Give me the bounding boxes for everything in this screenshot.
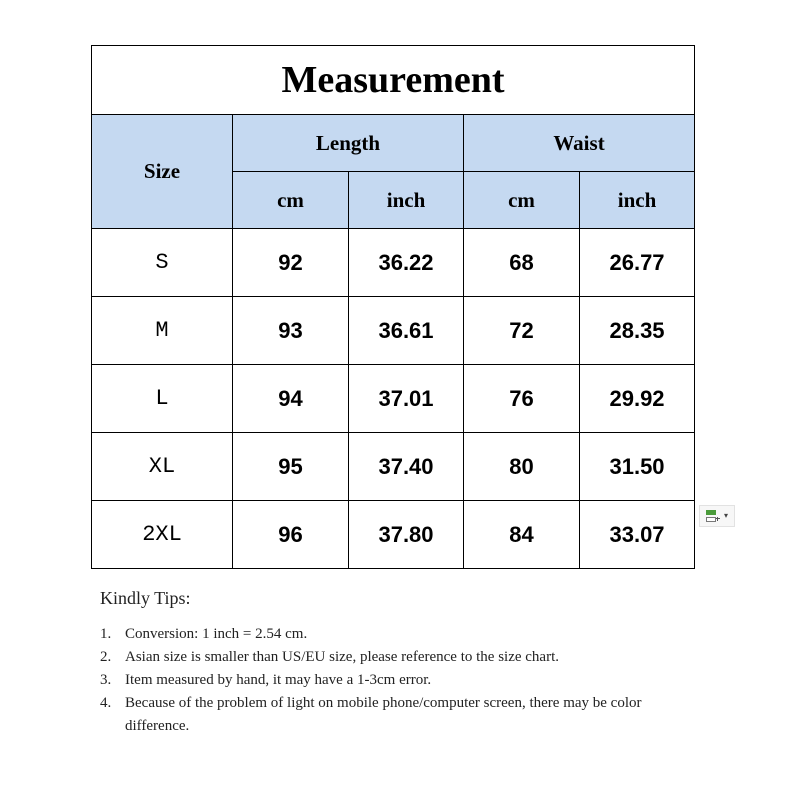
waist-cm-cell: 84 (464, 501, 580, 569)
length-cm-header: cm (233, 172, 349, 229)
list-item-text: Because of the problem of light on mobile phone/computer screen, there may be color difference. (125, 695, 642, 734)
tips-section (100, 588, 700, 738)
paste-options-button[interactable] (699, 505, 735, 527)
length-inch-cell: 37.80 (349, 501, 464, 569)
waist-header: Waist (464, 115, 695, 172)
size-cell: L (92, 365, 233, 433)
table-row (92, 433, 695, 501)
table-title: Measurement (92, 46, 695, 115)
waist-inch-cell: 26.77 (580, 229, 695, 297)
length-cm-cell: 94 (233, 365, 349, 433)
waist-cm-cell: 68 (464, 229, 580, 297)
paste-options-icon (706, 509, 720, 523)
length-cm-cell: 93 (233, 297, 349, 365)
length-cm-cell: 92 (233, 229, 349, 297)
list-item-number: 1. (100, 626, 112, 642)
chevron-down-icon: ▾ (723, 511, 728, 520)
table-row (92, 229, 695, 297)
list-item (100, 623, 700, 646)
waist-inch-header: inch (580, 172, 695, 229)
waist-inch-cell: 31.50 (580, 433, 695, 501)
list-item-number: 3. (100, 672, 112, 688)
length-cm-cell: 96 (233, 501, 349, 569)
measurement-table (91, 45, 695, 569)
length-inch-cell: 36.22 (349, 229, 464, 297)
length-inch-header: inch (349, 172, 464, 229)
length-inch-cell: 36.61 (349, 297, 464, 365)
list-item-text: Conversion: 1 inch = 2.54 cm. (125, 626, 308, 642)
length-inch-cell: 37.01 (349, 365, 464, 433)
title-row (92, 46, 695, 115)
size-cell: XL (92, 433, 233, 501)
length-inch-cell: 37.40 (349, 433, 464, 501)
header-row-groups (92, 115, 695, 172)
waist-inch-cell: 28.35 (580, 297, 695, 365)
list-item (100, 646, 700, 669)
tips-title: Kindly Tips: (100, 588, 191, 608)
table-row (92, 501, 695, 569)
table-row (92, 297, 695, 365)
list-item (100, 669, 700, 692)
waist-inch-cell: 29.92 (580, 365, 695, 433)
length-header: Length (233, 115, 464, 172)
list-item-text: Asian size is smaller than US/EU size, please reference to the size chart. (125, 649, 559, 665)
waist-cm-cell: 72 (464, 297, 580, 365)
waist-inch-cell: 33.07 (580, 501, 695, 569)
tips-list (100, 623, 700, 738)
size-cell: S (92, 229, 233, 297)
list-item-text: Item measured by hand, it may have a 1-3cm error. (125, 672, 432, 688)
length-cm-cell: 95 (233, 433, 349, 501)
size-header: Size (92, 115, 233, 229)
list-item (100, 692, 700, 738)
waist-cm-cell: 80 (464, 433, 580, 501)
table-row (92, 365, 695, 433)
size-cell: M (92, 297, 233, 365)
waist-cm-header: cm (464, 172, 580, 229)
size-cell: 2XL (92, 501, 233, 569)
list-item-number: 2. (100, 649, 112, 665)
list-item-number: 4. (100, 695, 112, 711)
waist-cm-cell: 76 (464, 365, 580, 433)
